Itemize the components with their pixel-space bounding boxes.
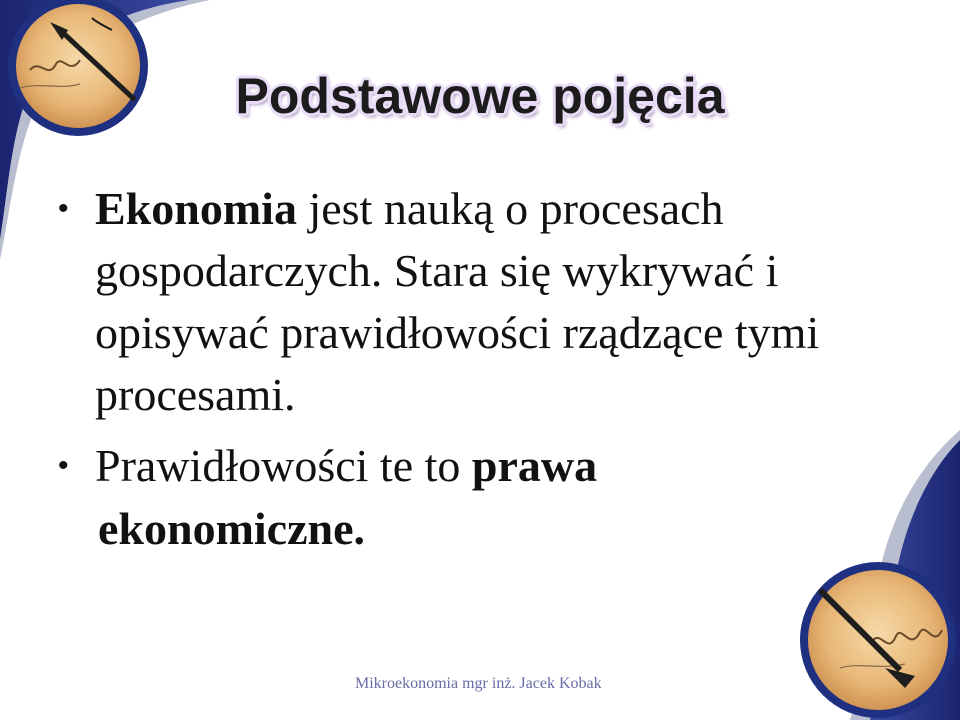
term-ekonomiczne: ekonomiczne.: [98, 503, 366, 554]
bullet-1: [50, 178, 870, 426]
term-prawa: prawa: [471, 440, 598, 491]
bullet-1-text: jest nauką o procesach gospodarczych. Stara się wykrywać i opisywać prawidłowości rządzące tymi procesami.: [95, 183, 820, 420]
slide-body: [50, 178, 870, 560]
term-ekonomia: Ekonomia: [95, 183, 297, 234]
fountain-pen-writing-icon: [800, 562, 956, 718]
fountain-pen-writing-icon: [8, 0, 148, 136]
bullet-2: [50, 435, 870, 497]
slide-title: Podstawowe pojęcia: [235, 68, 725, 124]
slide-footer: Mikroekonomia mgr inż. Jacek Kobak: [355, 675, 602, 692]
bullet-2-continuation: [50, 498, 870, 560]
bullet-dot-icon: •: [58, 192, 69, 225]
bullet-dot-icon: •: [58, 449, 69, 482]
bullet-2-text: Prawidłowości te to: [95, 440, 472, 491]
